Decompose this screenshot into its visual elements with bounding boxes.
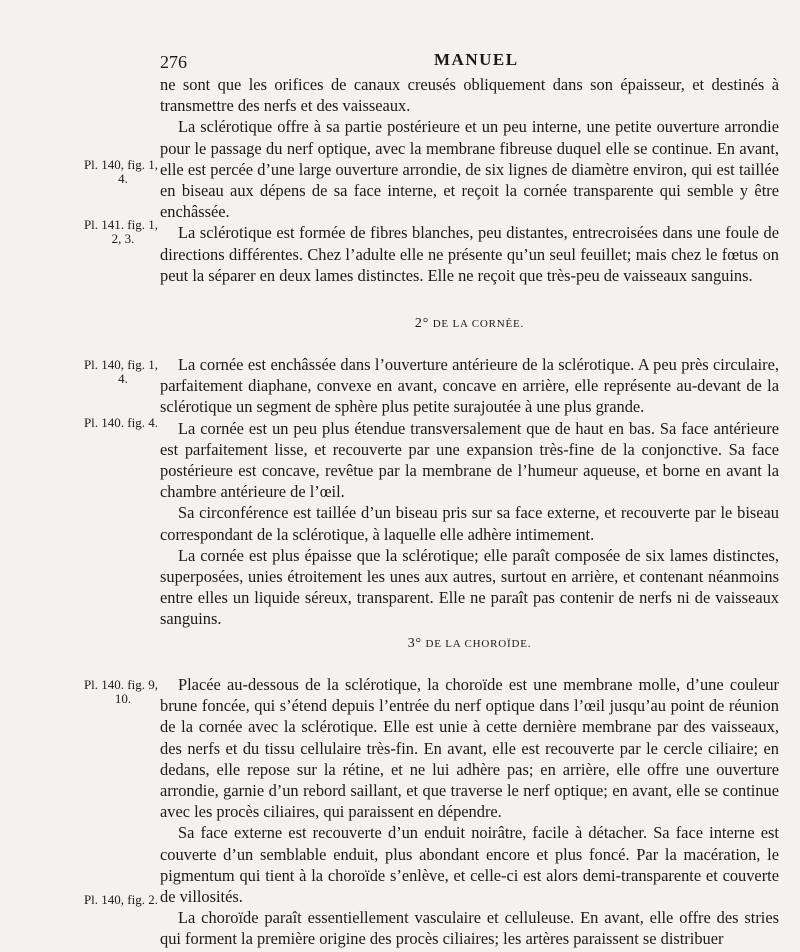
margin-note: Pl. 141. fig. 1, 2, 3. xyxy=(83,217,158,246)
paragraph: La cornée est enchâssée dans l’ouverture antérieure de la sclérotique. A peu près circulaire, parfaitement diaphane, convexe en avant, concave en arrière, elle représente au-devant de la sclérotique un segment de sphère plus petite surajoutée à une plus grande. xyxy=(160,355,779,417)
page-header xyxy=(0,46,800,72)
page-number: 276 xyxy=(160,52,187,72)
paragraph: La cornée est plus épaisse que la sclérotique; elle paraît composée de six lames distinctes, superposées, unies étroitement les unes aux autres, surtout en arrière, et contenant néanmoins entre elles un liquide séreux, transparent. Elle ne paraît pas contenir de nerfs ni de vaisseaux sanguins. xyxy=(160,545,779,629)
margin-note: Pl. 140, fig. 2. xyxy=(83,892,158,907)
body-block-cornee xyxy=(160,354,779,630)
running-title: MANUEL xyxy=(434,50,519,69)
section-heading: 3° DE LA CHOROÏDE. xyxy=(407,636,532,651)
paragraph: La sclérotique offre à sa partie postérieure et un peu interne, une petite ouverture arrondie pour le passage du nerf optique, avec la membrane fibreuse duquel elle se continue. En avant, elle est percée d’une large ouverture arrondie, de six lignes de diamètre environ, qui est taillée en biseau aux dépens de sa face interne, et reçoit la cornée transparente qui semble y être enchâssée. xyxy=(160,117,779,222)
margin-note: Pl. 140. fig. 4. xyxy=(83,415,158,430)
paragraph: ne sont que les orifices de canaux creusés obliquement dans son épaisseur, et destinés à transmettre des nerfs et des vaisseaux. xyxy=(160,75,779,116)
margin-note: Pl. 140, fig. 1, 4. xyxy=(83,157,158,186)
paragraph: Sa circonférence est taillée d’un biseau pris sur sa face externe, et recouverte par le biseau correspondant de la sclérotique, à laquelle elle adhère intimement. xyxy=(160,503,779,544)
paragraph: La cornée est un peu plus étendue transversalement que de haut en bas. Sa face antérieure est parfaitement lisse, et recouverte par une expansion très-fine de la conjonctive. Sa face postérieure est concave, revêtue par la membrane de l’humeur aqueuse, et borne en avant la chambre antérieure de l’œil. xyxy=(160,418,779,502)
section-heading: 2° DE LA CORNÉE. xyxy=(414,316,525,331)
margin-note: Pl. 140. fig. 9, 10. xyxy=(83,677,158,706)
margin-note: Pl. 140, fig. 1, 4. xyxy=(83,357,158,386)
paragraph: La sclérotique est formée de fibres blanches, peu distantes, entrecroisées dans une foule de directions différentes. Chez l’adulte elle ne présente qu’un seul feuillet; mais chez le fœtus on peut la séparer en deux lames distinctes. Elle ne reçoit que très-peu de vaisseaux sanguins. xyxy=(160,223,779,285)
body-block-choroide xyxy=(160,674,779,950)
paragraph: La choroïde paraît essentiellement vasculaire et celluleuse. En avant, elle offre des stries qui forment la première origine des procès ciliaires; les artères paraissent se distribuer xyxy=(160,908,779,949)
paragraph: Sa face externe est recouverte d’un enduit noirâtre, facile à détacher. Sa face interne est couverte d’un semblable enduit, plus abondant encore et plus foncé. Par la macération, le pigmentum qui tient à la choroïde s’enlève, et celle-ci est alors demi-transparente et couverte de villosités. xyxy=(160,823,779,907)
paragraph: Placée au-dessous de la sclérotique, la choroïde est une membrane molle, d’une couleur brune foncée, qui s’étend depuis l’entrée du nerf optique dans l’œil jusqu’au point de réunion de la cornée avec la sclérotique. Elle est unie à cette dernière membrane par des vaisseaux, des nerfs et du tissu cellulaire très-fin. En avant, elle est recouverte par le cercle ciliaire; en dedans, elle repose sur la rétine, et ne lui adhère pas; en arrière, elle offre une ouverture arrondie, garnie d’un rebord saillant, et que traverse le nerf optique; en avant, elle se continue avec les procès ciliaires, qui paraissent en dépendre. xyxy=(160,675,779,822)
body-block-sclerotique xyxy=(160,74,779,286)
